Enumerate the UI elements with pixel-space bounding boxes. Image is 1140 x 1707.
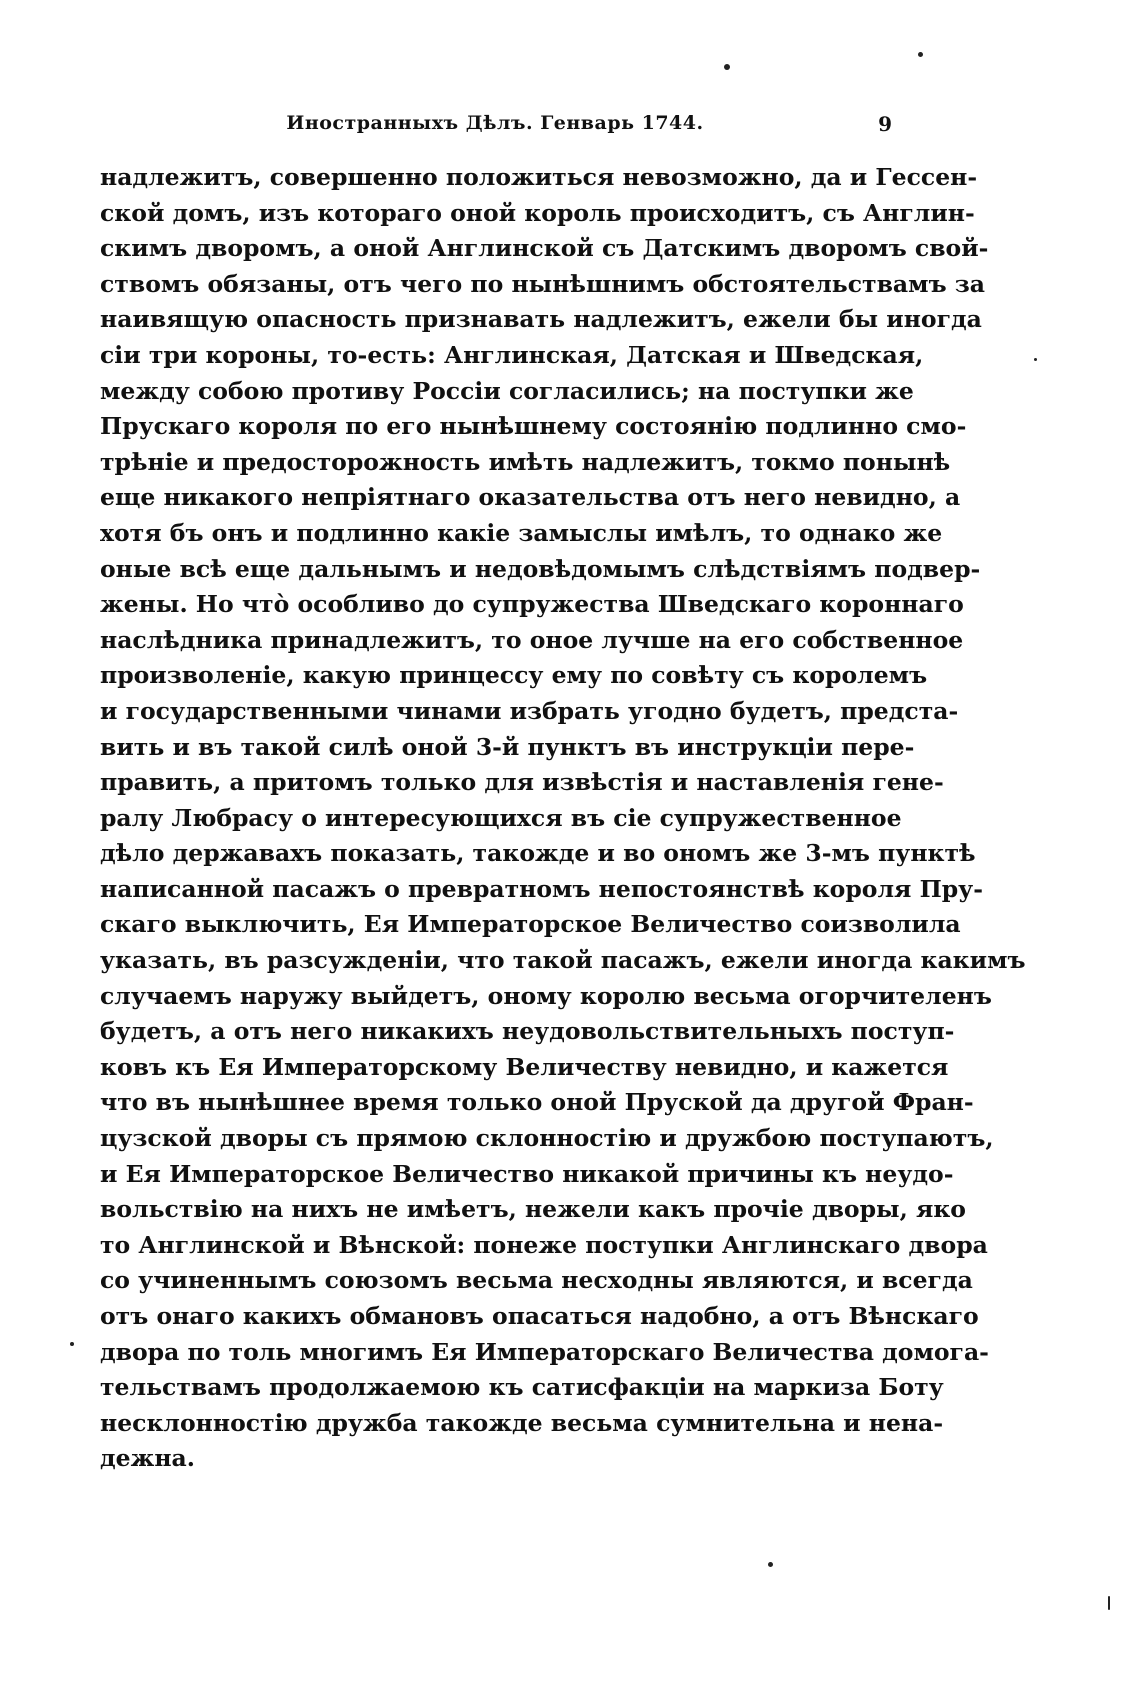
- text-line: написанной пасажъ о превратномъ непостоянствѣ короля Пру-: [100, 874, 983, 903]
- running-head: [100, 112, 890, 142]
- page-number: 9: [878, 112, 892, 136]
- text-line: вить и въ такой силѣ оной 3-й пунктъ въ инструкціи пере-: [100, 732, 915, 761]
- text-line: трѣніе и предосторожность имѣть надлежитъ, токмо понынѣ: [100, 447, 951, 476]
- text-line: ствомъ обязаны, отъ чего по нынѣшнимъ обстоятельствамъ за: [100, 269, 986, 298]
- text-line: указать, въ разсужденіи, что такой пасажъ, ежели иногда какимъ: [100, 946, 1026, 975]
- text-line: и государственными чинами избрать угодно будетъ, предста-: [100, 696, 959, 725]
- text-line: наслѣдника принадлежитъ, то оное лучше на его собственное: [100, 625, 964, 654]
- text-line: сіи три короны, то-есть: Англинская, Датская и Шведская,: [100, 340, 924, 369]
- text-line: произволеніе, какую принцессу ему по совѣту съ королемъ: [100, 661, 928, 690]
- text-line: править, а притомъ только для извѣстія и наставленія гене-: [100, 768, 944, 797]
- text-line: оные всѣ еще дальнымъ и недовѣдомымъ слѣдствіямъ подвер-: [100, 554, 981, 583]
- scan-speck: [70, 1342, 74, 1346]
- text-line: хотя бъ онъ и подлинно какіе замыслы имѣлъ, то однако же: [100, 518, 943, 547]
- text-line: будетъ, а отъ него никакихъ неудовольствительныхъ поступ-: [100, 1017, 955, 1046]
- text-line: наивящую опасность признавать надлежитъ, ежели бы иногда: [100, 305, 982, 334]
- scan-speck: [1108, 1596, 1110, 1610]
- text-line: ковъ къ Ея Императорскому Величеству невидно, и кажется: [100, 1052, 949, 1081]
- text-line: надлежитъ, совершенно положиться невозможно, да и Гессен-: [100, 163, 978, 191]
- text-line: еще никакого непріятнаго оказательства отъ него невидно, а: [100, 483, 961, 512]
- text-line: между собою противу Россіи согласились; на поступки же: [100, 376, 914, 405]
- text-line: скаго выключить, Ея Императорское Величество соизволила: [100, 910, 961, 939]
- text-line: дежна.: [100, 1444, 195, 1473]
- text-line: что въ нынѣшнее время только оной Пруской да другой Фран-: [100, 1088, 974, 1117]
- text-line: отъ онаго какихъ обмановъ опасаться надобно, а отъ Вѣнскаго: [100, 1302, 979, 1330]
- text-line: ской домъ, изъ котораго оной король происходитъ, съ Англин-: [100, 198, 975, 227]
- text-line: случаемъ наружу выйдетъ, оному королю весьма огорчителенъ: [100, 981, 992, 1010]
- scan-speck: [1034, 358, 1037, 361]
- text-line: цузской дворы съ прямою склонностію и дружбою поступаютъ,: [100, 1124, 994, 1153]
- text-line: и Ея Императорское Величество никакой причины къ неудо-: [100, 1159, 954, 1188]
- text-line: двора по толь многимъ Ея Императорскаго Величества домога-: [100, 1337, 989, 1366]
- text-line: тельствамъ продолжаемою къ сатисфакціи на маркиза Боту: [100, 1373, 944, 1402]
- text-line: со учиненнымъ союзомъ весьма несходны являются, и всегда: [100, 1266, 973, 1295]
- scan-speck: [918, 52, 923, 57]
- text-line: несклонностію дружба такожде весьма сумнительна и нена-: [100, 1408, 944, 1437]
- scan-speck: [768, 1562, 773, 1567]
- text-line: Прускаго короля по его нынѣшнему состоянію подлинно смо-: [100, 412, 967, 441]
- text-line: вольствію на нихъ не имѣетъ, нежели какъ прочіе дворы, яко: [100, 1195, 966, 1224]
- text-line: жены. Но что̀ особливо до супружества Шведскаго короннаго: [100, 590, 964, 619]
- running-title: Иностранныхъ Дѣлъ. Генварь 1744.: [286, 112, 704, 134]
- text-line: то Англинской и Вѣнской: понеже поступки Англинскаго двора: [100, 1230, 988, 1259]
- body-text: [100, 160, 1026, 1477]
- text-line: дѣло державахъ показать, такожде и во ономъ же 3-мъ пунктѣ: [100, 839, 976, 868]
- text-line: скимъ дворомъ, а оной Англинской съ Датскимъ дворомъ свой-: [100, 234, 989, 263]
- scan-speck: [724, 64, 730, 70]
- text-line: ралу Любрасу о интересующихся въ сіе супружественное: [100, 803, 902, 832]
